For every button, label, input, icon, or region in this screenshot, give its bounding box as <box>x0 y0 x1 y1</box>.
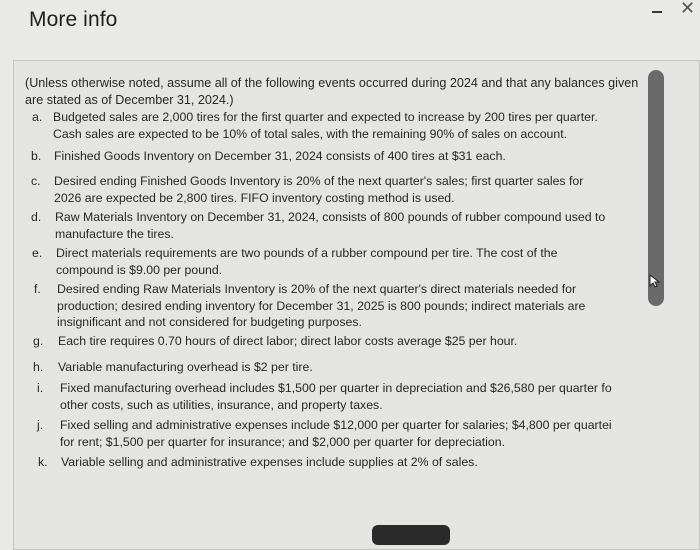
list-item-letter: f. <box>34 282 41 296</box>
list-item-text: manufacture the tires. <box>55 226 174 241</box>
scrollbar-thumb[interactable] <box>648 70 664 306</box>
list-item-letter: j. <box>37 418 44 432</box>
list-item-letter: b. <box>31 149 42 163</box>
list-item-text: Each tire requires 0.70 hours of direct labor; direct labor costs average $25 per hour. <box>58 334 518 348</box>
list-item-text: insignificant and not considered for budgeting purposes. <box>57 315 362 329</box>
list-item-text: 2026 are expected be 2,800 tires. FIFO inventory costing method is used. <box>54 190 455 205</box>
list-item-text: compound is $9.00 per pound. <box>56 262 223 277</box>
dialog-title: More info <box>29 8 118 31</box>
list-item-letter: h. <box>33 360 44 374</box>
minimize-icon[interactable] <box>652 11 662 13</box>
list-item-text: Variable manufacturing overhead is $2 per tire. <box>58 360 313 374</box>
close-icon[interactable]: ✕ <box>680 0 696 18</box>
list-item-text: Raw Materials Inventory on December 31, 2024, consists of 800 pounds of rubber compound used to <box>55 210 606 224</box>
list-item-text: other costs, such as utilities, insurance, and property taxes. <box>60 397 383 412</box>
list-item-text: Finished Goods Inventory on December 31, 2024 consists of 400 tires at $31 each. <box>54 149 506 163</box>
intro-text: (Unless otherwise noted, assume all of the following events occurred during 2024 and that any balances given are stated as of December 31, 2024.) <box>25 76 639 107</box>
list-item-letter: a. <box>32 110 43 124</box>
list-item-text: Variable selling and administrative expenses include supplies at 2% of sales. <box>61 455 478 469</box>
list-item-letter: c. <box>31 174 41 188</box>
list-item-text: Fixed selling and administrative expenses include $12,000 per quarter for salaries; $4,800 per quartei <box>60 418 612 432</box>
list-item-text: Direct materials requirements are two pounds of a rubber compound per tire. The cost of the <box>56 246 558 260</box>
list-item-letter: i. <box>37 381 44 395</box>
list-item-letter: g. <box>33 334 44 348</box>
list-item-letter: d. <box>31 210 42 224</box>
close-button[interactable] <box>372 525 450 545</box>
list-item-text: Cash sales are expected to be 10% of total sales, with the remaining 90% of sales on account. <box>53 126 568 141</box>
list-item-text: Desired ending Raw Materials Inventory is 20% of the next quarter's direct materials needed for <box>57 282 577 296</box>
list-item-letter: k. <box>38 455 48 469</box>
list-item-text: production; desired ending inventory for December 31, 2025 is 800 pounds; indirect materials are <box>57 298 586 313</box>
list-item-text: Desired ending Finished Goods Inventory is 20% of the next quarter's sales; first quarter sales for <box>54 174 584 188</box>
cursor-icon <box>648 274 662 288</box>
list-item-text: for rent; $1,500 per quarter for insurance; and $2,000 per quarter for depreciation. <box>60 434 506 449</box>
list-item-text: Fixed manufacturing overhead includes $1,500 per quarter in depreciation and $26,580 per quarter fo <box>60 381 612 395</box>
list-item-letter: e. <box>32 246 43 260</box>
list-item-text: Budgeted sales are 2,000 tires for the first quarter and expected to increase by 200 tires per quarter. <box>53 110 598 124</box>
